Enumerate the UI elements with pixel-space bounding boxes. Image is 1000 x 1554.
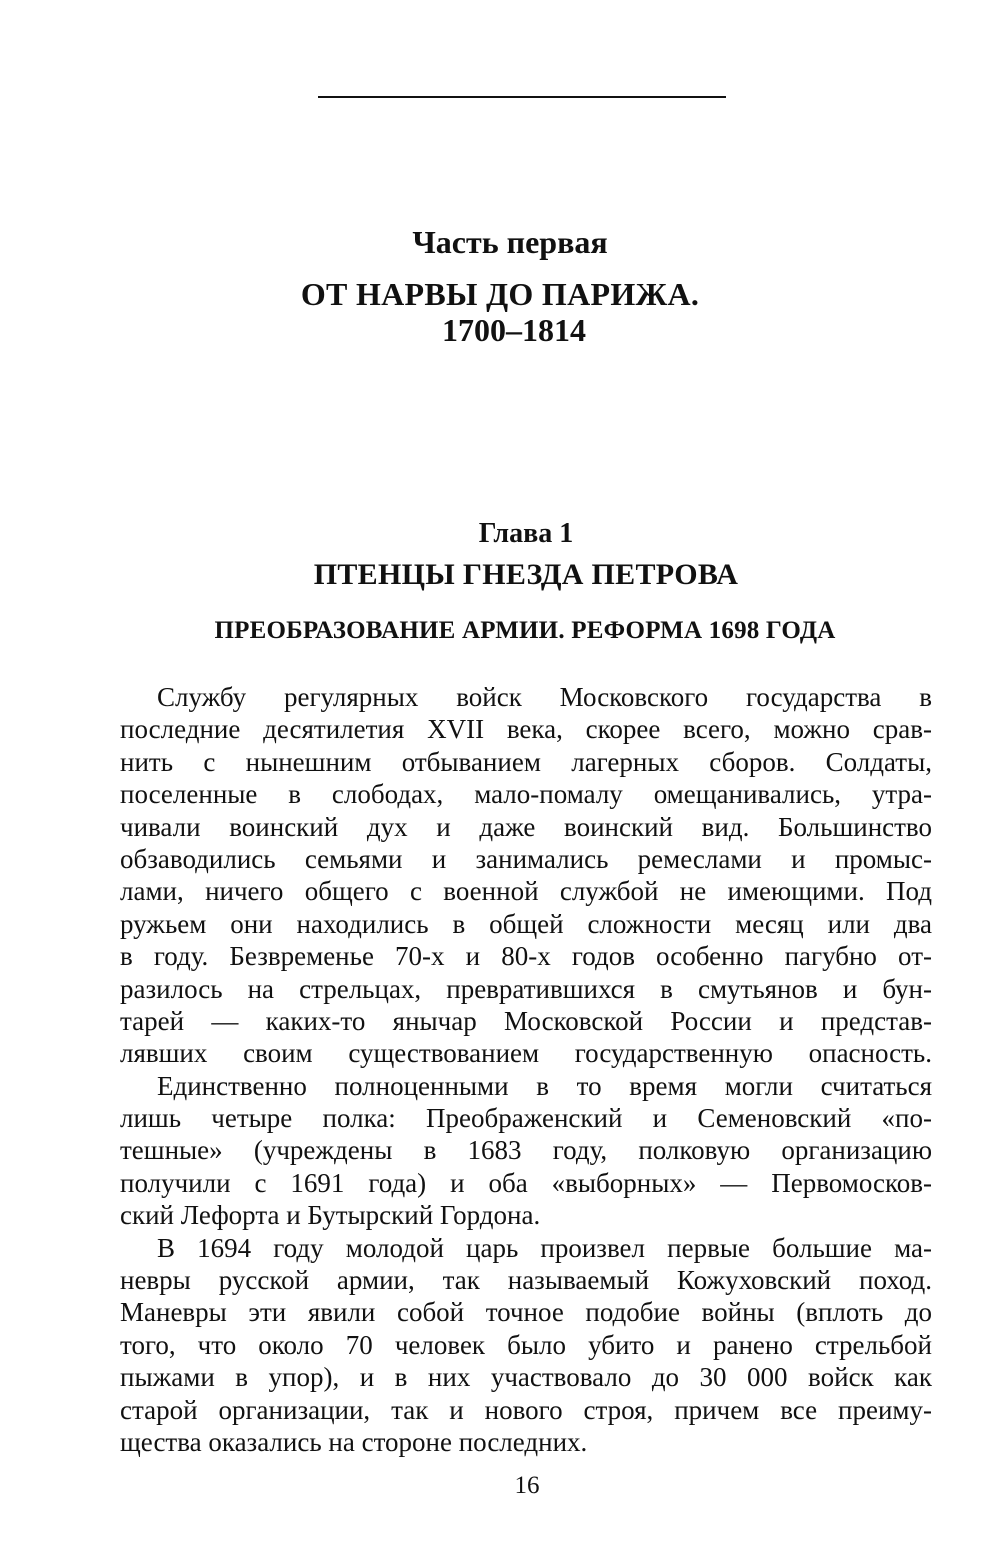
text-line: последние десятилетия XVII века, скорее всего, можно срав- [120, 714, 932, 745]
text-line: обзаводились семьями и занимались ремеслами и промыс- [120, 843, 932, 874]
part-title: ОТ НАРВЫ ДО ПАРИЖА. [300, 276, 700, 312]
text-line: поселенные в слободах, мало-помалу омещанивались, утра- [120, 779, 932, 810]
text-line: чивали воинский дух и даже воинский вид. Большинство [120, 811, 932, 842]
text-line: в году. Безвременье 70-х и 80-х годов особенно пагубно от- [120, 941, 932, 972]
chapter-label: Глава 1 [478, 518, 574, 549]
text-line: невры русской армии, так называемый Кожуховский поход. [120, 1265, 932, 1296]
text-line: получили с 1691 года) и оба «выборных» — Первомосков- [120, 1167, 932, 1198]
text-line: лявших своим существованием государственную опасность. [120, 1038, 932, 1069]
chapter-title: ПТЕНЦЫ ГНЕЗДА ПЕТРОВА [313, 558, 739, 591]
text-line: тарей — каких-то янычар Московской России и представ- [120, 1005, 932, 1036]
text-line: Службу регулярных войск Московского государства в [157, 682, 932, 712]
text-line: тешные» (учреждены в 1683 году, полковую организацию [120, 1135, 932, 1166]
text-line: старой организации, так и нового строя, причем все преиму- [120, 1394, 932, 1425]
text-line: Единственно полноценными в то время могли считаться [157, 1070, 932, 1101]
text-line: лами, ничего общего с военной службой не имеющими. Под [120, 876, 932, 907]
text-line: того, что около 70 человек было убито и ранено стрельбой [120, 1329, 932, 1360]
text-line: щества оказались на стороне последних. [120, 1426, 588, 1457]
top-divider [318, 96, 726, 98]
text-line: Маневры эти явили собой точное подобие войны (вплоть до [120, 1297, 932, 1328]
text-line: ский Лефорта и Бутырский Гордона. [120, 1200, 541, 1231]
page-number: 16 [514, 1472, 540, 1499]
text-line: пыжами в упор), и в них участвовало до 30 000 войск как [120, 1362, 932, 1393]
text-line: ружьем они находились в общей сложности месяц или два [120, 908, 932, 939]
body-text [120, 681, 932, 1458]
text-line: В 1694 году молодой царь произвел первые большие ма- [157, 1232, 932, 1263]
part-label: Часть первая [412, 224, 608, 260]
section-title: ПРЕОБРАЗОВАНИЕ АРМИИ. РЕФОРМА 1698 ГОДА [214, 617, 836, 644]
text-line: лишь четыре полка: Преображенский и Семеновский «по- [120, 1103, 932, 1134]
text-line: нить с нынешним отбыванием лагерных сборов. Солдаты, [120, 746, 932, 777]
text-line: разилось на стрельцах, превратившихся в смутьянов и бун- [120, 973, 932, 1004]
part-years: 1700–1814 [442, 312, 586, 348]
